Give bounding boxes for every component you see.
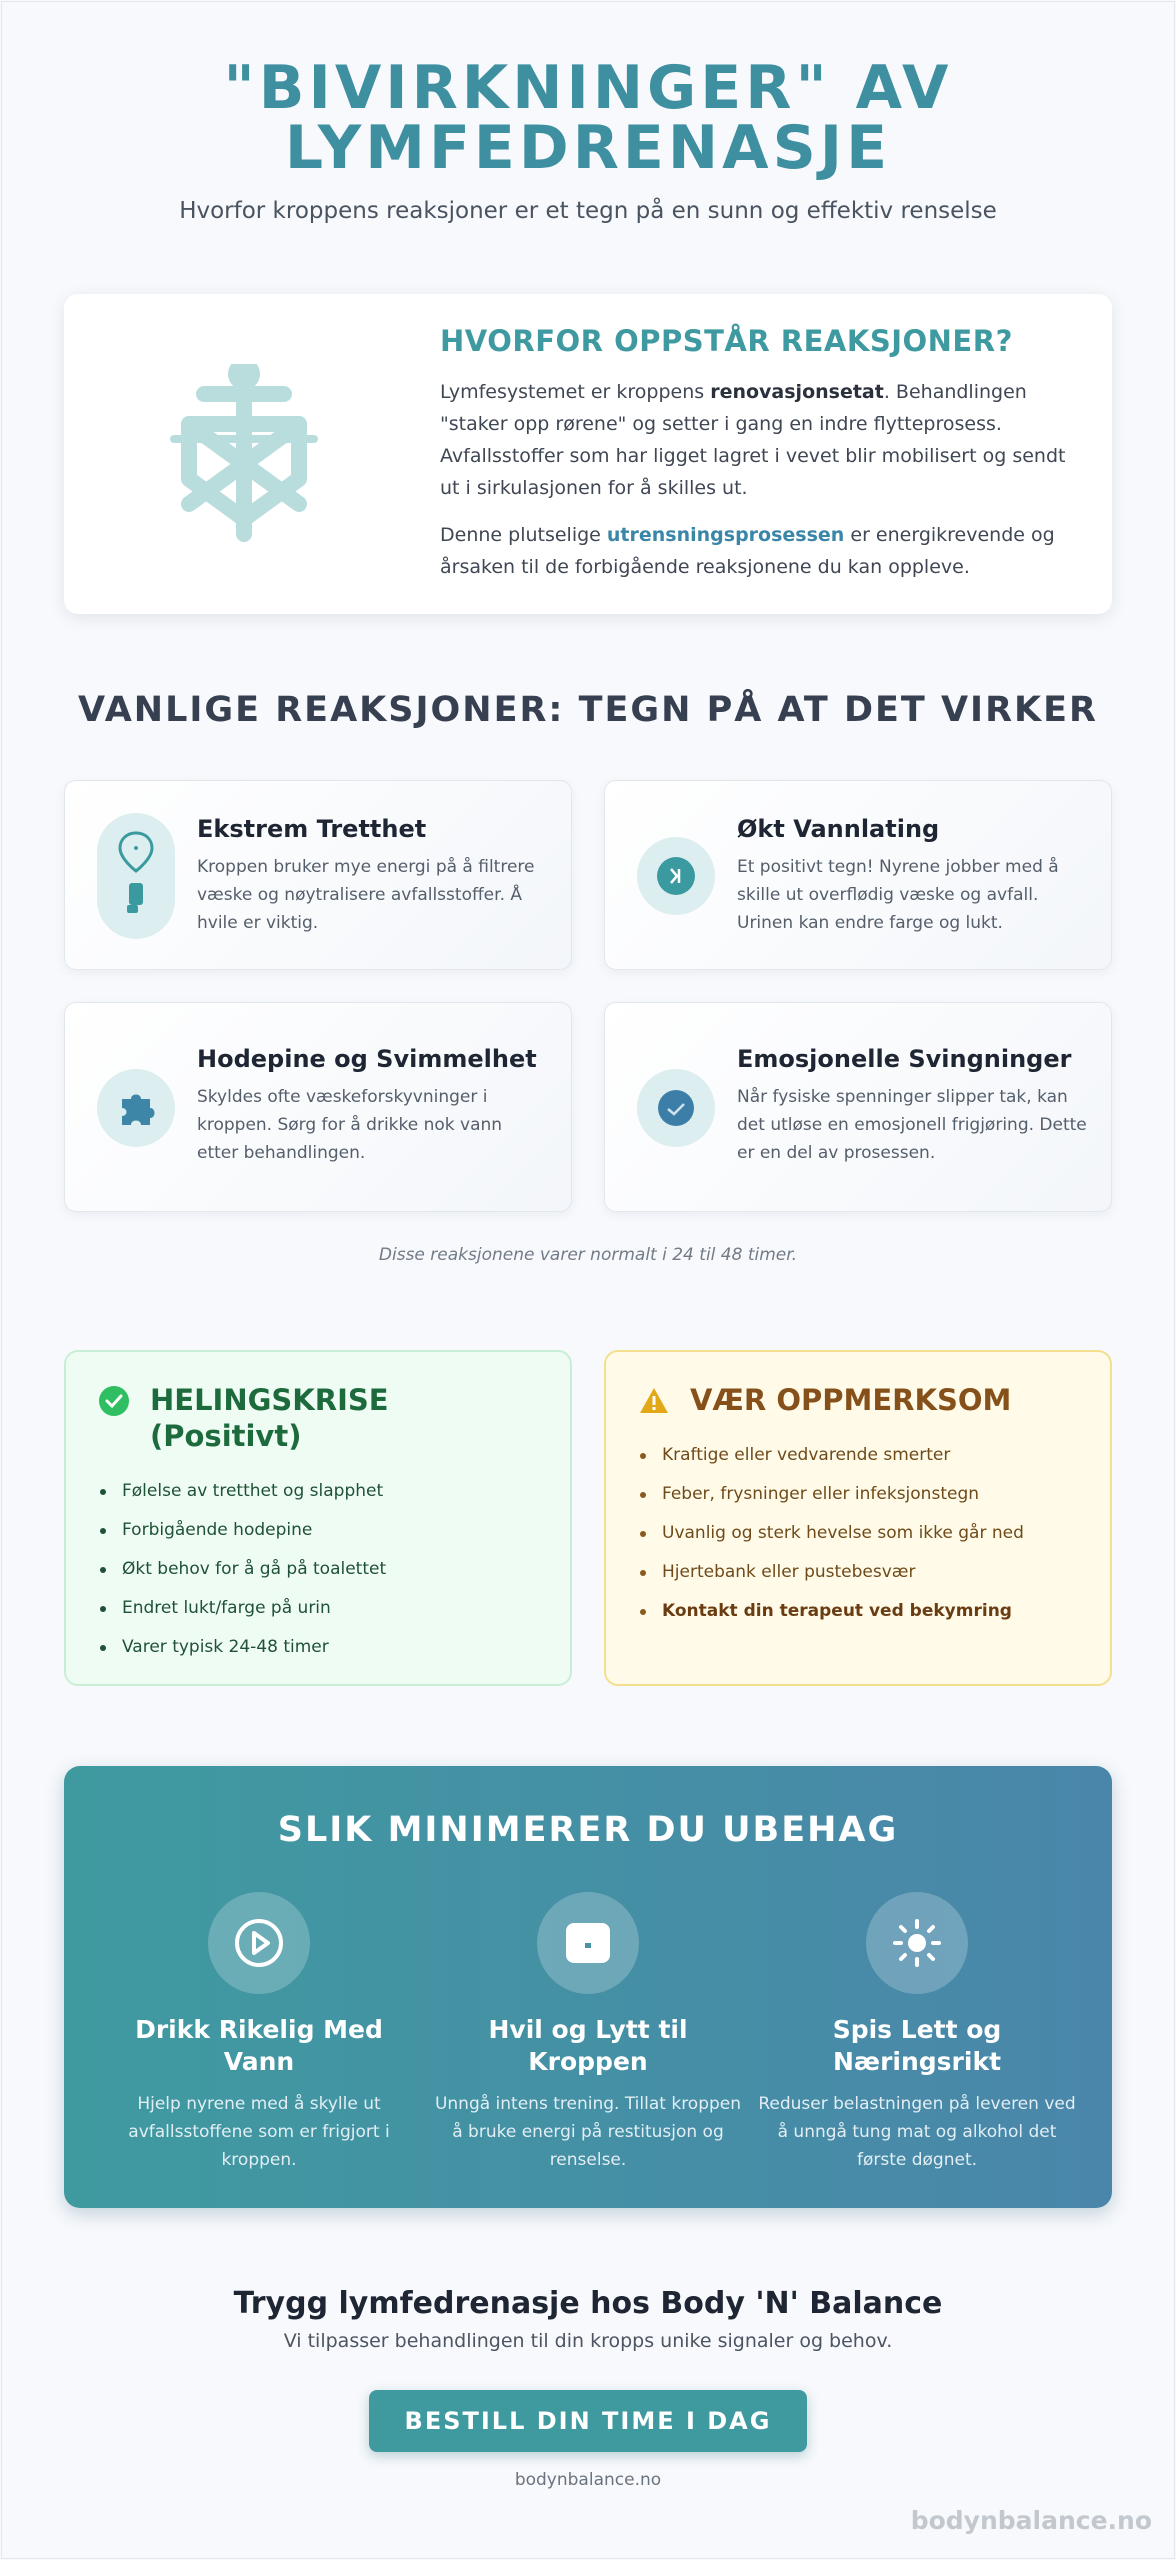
location-battery-icon [97,813,175,939]
intro-heading: HVORFOR OPPSTÅR REAKSJONER? [440,324,1013,358]
list-item: Forbigående hodepine [98,1511,538,1550]
tip-desc: Unngå intens trening. Tillat kroppen å bruke energi på restitusjon og renselse. [434,2094,742,2170]
intro-card [64,294,1112,614]
play-circle-icon [208,1892,310,1994]
list-item: Kraftige eller vedvarende smerter [638,1436,1078,1475]
sun-icon [866,1892,968,1994]
tip-title: Hvil og Lytt til Kroppen [488,2015,688,2076]
tip-desc: Reduser belastningen på leveren ved å unngå tung mat og alkohol det første døgnet. [758,2094,1076,2170]
warning-box [604,1350,1112,1686]
page-subtitle: Hvorfor kroppens reaksjoner er et tegn på en sunn og effektiv renselse [179,198,997,224]
warning-icon [638,1385,670,1417]
duration-note: Disse reaksjonene varer normalt i 24 til 48 timer. [378,1245,798,1265]
check-circle-icon [637,1069,715,1147]
reaction-title: Hodepine og Svimmelhet [197,1045,537,1073]
tip-title: Spis Lett og Næringsrikt [832,2015,1002,2076]
reaction-card-urination [604,780,1112,970]
list-item: Følelse av tretthet og slapphet [98,1472,538,1511]
website-link[interactable]: bodynbalance.no [514,2470,662,2490]
list-item: Uvanlig og sterk hevelse som ikke går ned [638,1514,1078,1553]
reaction-card-emotional [604,1002,1112,1212]
tip-water [99,1892,419,2174]
intro-bold-term: renovasjonsetat [710,381,884,403]
reaction-title: Ekstrem Tretthet [197,815,427,843]
tip-title: Drikk Rikelig Med Vann [135,2015,383,2076]
list-item: Endret lukt/farge på urin [98,1589,538,1628]
puzzle-icon [97,1069,175,1147]
intro-paragraph-1: Lymfesystemet er kroppens renovasjonsetat. Behandlingen "staker opp rørene" og setter i gang en indre flytteprosess. Avfallsstoffer som har ligget lagret i vevet blir mobilisert og sendt ut i sirkulasjonen for å skilles ut. [440,381,1066,499]
reaction-title: Økt Vannlating [737,815,940,843]
list-item: Feber, frysninger eller infeksjonstegn [638,1475,1078,1514]
cta-title: Trygg lymfedrenasje hos Body 'N' Balance [233,2286,943,2321]
tip-rest [428,1892,748,2174]
check-circle-icon [98,1385,130,1417]
healing-crisis-list [98,1472,538,1667]
rest-icon [537,1892,639,1994]
reaction-desc: Skyldes ofte væskeforskyvninger i kroppen. Sørg for å drikke nok vann etter behandlingen. [197,1087,503,1163]
flow-icon [637,837,715,915]
tip-food [757,1892,1077,2174]
title-line-2: LYMFEDRENASJE [284,113,892,183]
reaction-card-fatigue [64,780,572,970]
list-item: Økt behov for å gå på toalettet [98,1550,538,1589]
reaction-card-headache [64,1002,572,1212]
reaction-title: Emosjonelle Svingninger [737,1045,1072,1073]
list-item: Hjertebank eller pustebesvær [638,1553,1078,1592]
intro-highlight-term: utrensningsprosessen [606,524,845,546]
cta-subtitle: Vi tilpasser behandlingen til din kropps unike signaler og behov. [283,2330,893,2352]
contact-therapist-item: Kontakt din terapeut ved bekymring [638,1592,1078,1631]
list-item: Varer typisk 24-48 timer [98,1628,538,1667]
healing-crisis-box [64,1350,572,1686]
watermark: bodynbalance.no [910,2506,1152,2535]
title-line-1: "BIVIRKNINGER" AV [223,53,953,123]
page-title [0,53,1176,183]
intro-paragraph-2: Denne plutselige utrensningsprosessen er energikrevende og årsaken til de forbigående reaksjonene du kan oppleve. [440,524,1055,578]
warning-list [638,1436,1078,1631]
reactions-title: VANLIGE REAKSJONER: TEGN PÅ AT DET VIRKER [77,690,1099,730]
reaction-desc: Når fysiske spenninger slipper tak, kan det utløse en emosjonell frigjøring. Dette er en del av prosessen. [737,1087,1087,1163]
reaction-desc: Kroppen bruker mye energi på å filtrere væske og nøytralisere avfallsstoffer. Å hvile er viktig. [197,857,535,933]
reaction-desc: Et positivt tegn! Nyrene jobber med å skille ut overflødig væske og avfall. Urinen kan endre farge og lukt. [737,857,1059,933]
book-appointment-button[interactable]: BESTILL DIN TIME I DAG [369,2390,807,2452]
warning-heading: VÆR OPPMERKSOM [690,1383,1012,1417]
lymph-system-icon [164,364,394,544]
tip-desc: Hjelp nyrene med å skylle ut avfallsstoffene som er frigjort i kroppen. [128,2094,390,2170]
tips-panel [64,1766,1112,2208]
tips-title: SLIK MINIMERER DU UBEHAG [277,1810,899,1850]
healing-crisis-heading: HELINGSKRISE (Positivt) [150,1383,389,1453]
